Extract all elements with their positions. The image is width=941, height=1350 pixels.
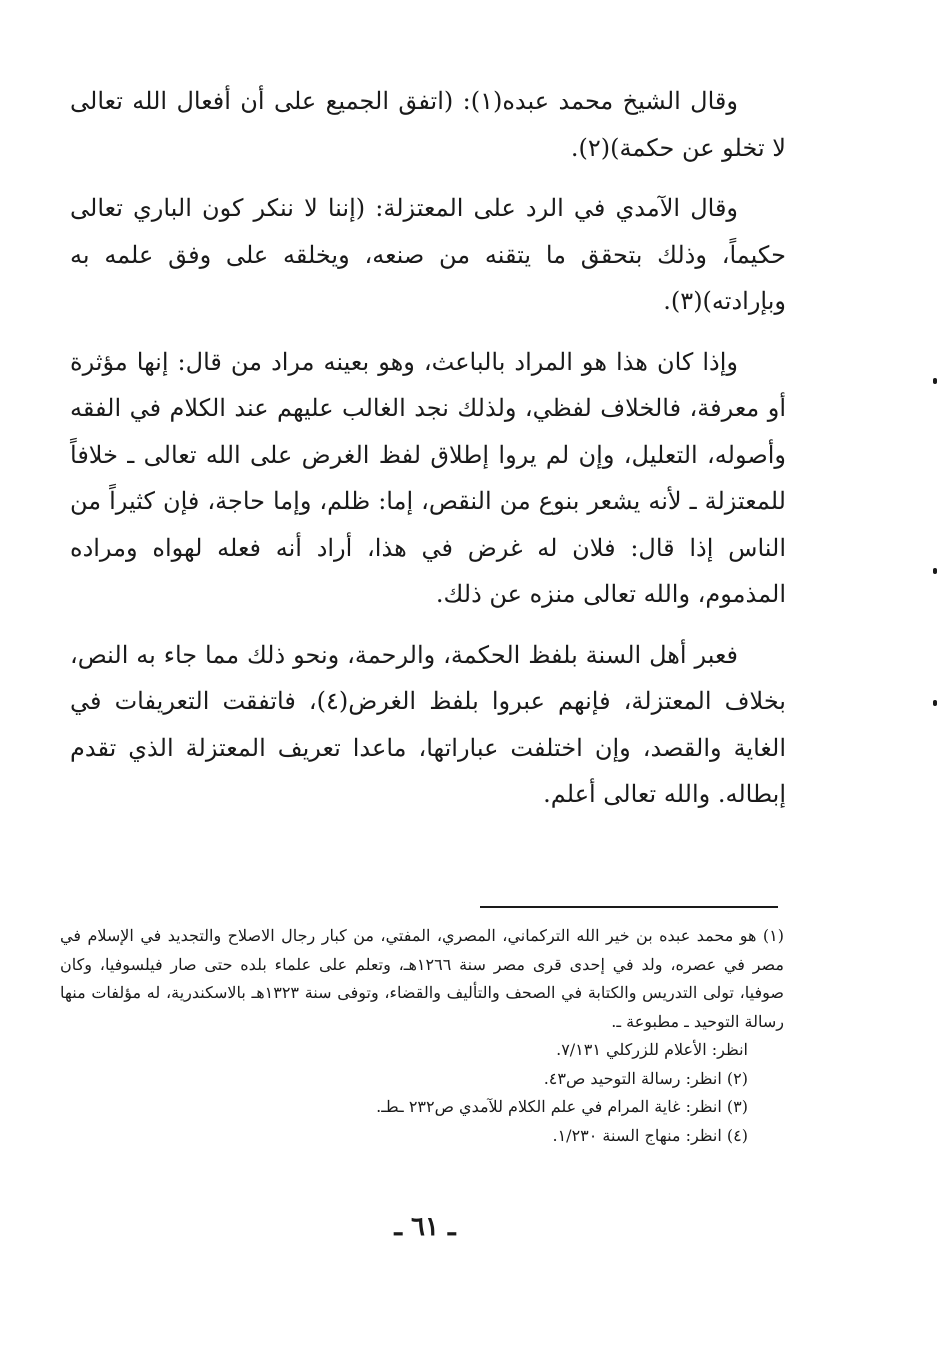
main-text	[70, 78, 786, 832]
footnote-4: (٤) انظر: منهاج السنة ١/٢٣٠.	[552, 1125, 748, 1145]
footnotes	[60, 922, 784, 1150]
scan-edge-mark	[933, 378, 937, 384]
footnote-1-reference: انظر: الأعلام للزركلي ٧/١٣١.	[556, 1040, 748, 1059]
footnote-3: (٣) انظر: غاية المرام في علم الكلام للآمدي ص٢٣٢ ـطـ.	[376, 1097, 748, 1116]
footnote-separator	[480, 906, 778, 908]
paragraph-3: وإذا كان هذا هو المراد بالباعث، وهو بعينه مراد من قال: إنها مؤثرة أو معرفة، فالخلاف لفظي، ولذلك نجد الغالب عليهم عند الكلام في الفقه وأصوله، التعليل، وإن لم يروا إطلاق لفظ الغرض على الله تعالى ـ خلافاً للمعتزلة ـ لأنه يشعر بنوع من النقص، إما: ظلم، وإما حاجة، فإن كثيراً من الناس إذا قال: فلان له غرض في هذا، أراد أنه فعله لهواه ومراده المذموم، والله تعالى منزه عن ذلك.	[70, 347, 786, 608]
footnote-1: (١) هو محمد عبده بن خير الله التركماني، المصري، المفتي، من كبار رجال الاصلاح والتجديد في الإسلام في مصر في عصره، ولد في إحدى قرى مصر سنة ١٢٦٦هـ، وتعلم على علماء بلده حتى صار فيلسوفيا، وكان صوفيا، تولى التدريس والكتابة في الصحف والتأليف والقضاء، وتوفى سنة ١٣٢٣هـ بالاسكندرية، له مؤلفات منها رسالة التوحيد ـ مطبوعة ـ.	[60, 926, 785, 1031]
page-number: ـ ٦١ ـ	[394, 1212, 456, 1242]
scan-edge-mark	[933, 700, 937, 706]
paragraph-4: فعبر أهل السنة بلفظ الحكمة، والرحمة، ونحو ذلك مما جاء به النص، بخلاف المعتزلة، فإنهم عبروا بلفظ الغرض(٤)، فاتفقت التعريفات في الغاية والقصد، وإن اختلفت عباراتها، ماعدا تعريف المعتزلة الذي تقدم إبطاله. والله تعالى أعلم.	[70, 640, 786, 808]
paragraph-2: وقال الآمدي في الرد على المعتزلة: (إننا لا ننكر كون الباري تعالى حكيماً، وذلك بتحقق ما يتقنه من صنعه، ويخلقه على وفق علمه به وبإرادته)(٣).	[70, 194, 786, 315]
paragraph-1: وقال الشيخ محمد عبده(١): (اتفق الجميع على أن أفعال الله تعالى لا تخلو عن حكمة)(٢).	[70, 87, 786, 162]
footnote-2: (٢) انظر: رسالة التوحيد ص٤٣.	[543, 1068, 748, 1088]
scan-edge-mark	[933, 568, 937, 574]
